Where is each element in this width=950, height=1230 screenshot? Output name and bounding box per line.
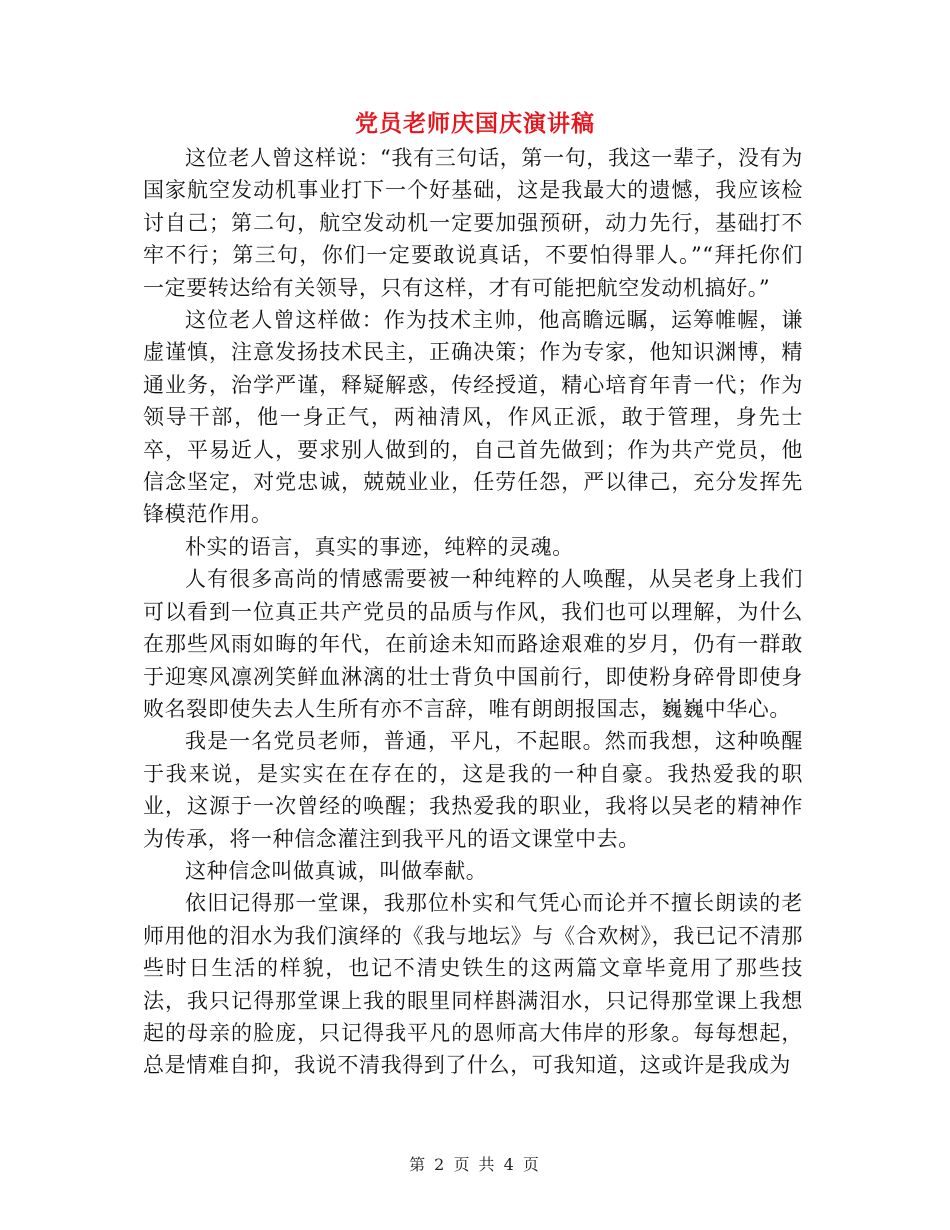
paragraph-5: 我是一名党员老师，普通，平凡，不起眼。然而我想，这种唤醒于我来说，是实实在在存在的，这是我的一种自豪。我热爱我的职业，这源于一次曾经的唤醒；我热爱我的职业，我将以吴老的精神作为传承，将一种信念灌注到我平凡的语文课堂中去。 (143, 729, 803, 851)
footer-prefix: 第 (409, 1155, 428, 1174)
page-footer (0, 1152, 950, 1175)
document-title: 党员老师庆国庆演讲稿 (355, 110, 595, 137)
document-body (143, 142, 803, 1082)
paragraph-1: 这位老人曾这样说：“我有三句话，第一句，我这一辈子，没有为国家航空发动机事业打下一个好基础，这是我最大的遗憾，我应该检讨自己；第二句，航空发动机一定要加强预研，动力先行，基础打不牢不行；第三句，你们一定要敢说真话，不要怕得罪人。”“拜托你们一定要转达给有关领导，只有这样，才有可能把航空发动机搞好。” (143, 146, 803, 300)
paragraph-6: 这种信念叫做真诚，叫做奉献。 (185, 858, 488, 883)
paragraph-4: 人有很多高尚的情感需要被一种纯粹的人唤醒，从吴老身上我们可以看到一位真正共产党员的品质与作风，我们也可以理解，为什么在那些风雨如晦的年代，在前途未知而路途艰难的岁月，仍有一群敢于迎寒风凛冽笑鲜血淋漓的壮士背负中国前行，即使粉身碎骨即使身败名裂即使失去人生所有亦不言辞，唯有朗朗报国志，巍巍中华心。 (143, 567, 803, 721)
footer-total-pages: 4 (503, 1155, 516, 1174)
paragraph-2: 这位老人曾这样做：作为技术主帅，他高瞻远瞩，运筹帷幄，谦虚谨慎，注意发扬技术民主，正确决策；作为专家，他知识渊博，精通业务，治学严谨，释疑解惑，传经授道，精心培育年青一代；作为领导干部，他一身正气，两袖清风，作风正派，敢于管理，身先士卒，平易近人，要求别人做到的，自己首先做到；作为共产党员，他信念坚定，对党忠诚，兢兢业业，任劳任怨，严以律己，充分发挥先锋模范作用。 (143, 308, 803, 527)
paragraph-7: 依旧记得那一堂课，我那位朴实和气凭心而论并不擅长朗读的老师用他的泪水为我们演绎的《我与地坛》与《合欢树》，我已记不清那些时日生活的样貌，也记不清史铁生的这两篇文章毕竟用了那些技法，我只记得那堂课上我的眼里同样斟满泪水，只记得那堂课上我想起的母亲的脸庞，只记得我平凡的恩师高大伟岸的形象。每每想起，总是情难自抑，我说不清我得到了什么，可我知道，这或许是我成为 (143, 891, 803, 1078)
footer-suffix: 页 (522, 1155, 541, 1174)
footer-middle: 页 共 (453, 1155, 497, 1174)
footer-page-number: 2 (434, 1155, 447, 1174)
paragraph-3: 朴实的语言，真实的事迹，纯粹的灵魂。 (185, 534, 574, 559)
